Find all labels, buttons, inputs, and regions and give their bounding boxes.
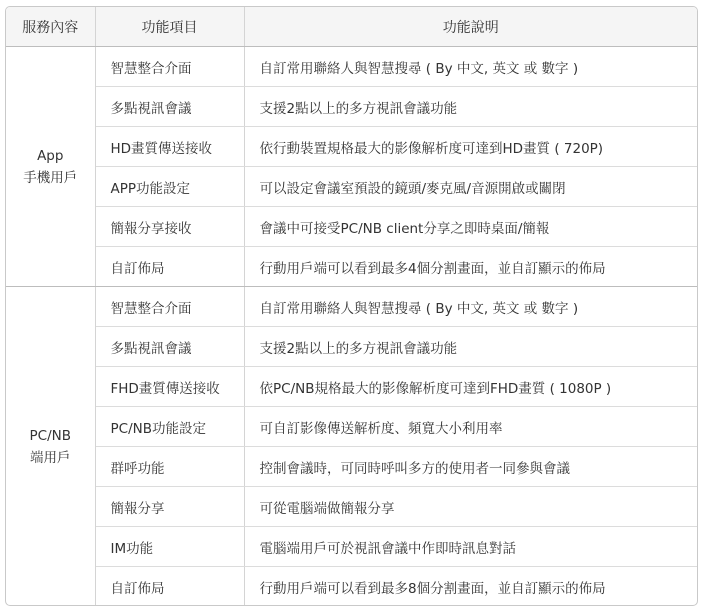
header-service: 服務內容 [6,7,95,47]
feature-item: PC/NB功能設定 [95,407,244,447]
table-row [6,207,697,247]
table-row [6,407,697,447]
feature-table [6,7,697,606]
feature-desc: 可自訂影像傳送解析度、頻寬大小利用率 [244,407,697,447]
feature-item: 智慧整合介面 [95,47,244,87]
feature-desc: 行動用戶端可以看到最多8個分割畫面，並自訂顯示的佈局 [259,580,606,597]
feature-item: HD畫質傳送接收 [95,127,244,167]
feature-item: APP功能設定 [95,167,244,207]
table-row [6,567,697,607]
table-row [6,487,697,527]
feature-desc: 自訂常用聯絡人與智慧搜尋 ( By 中文, 英文 或 數字 ) [244,47,697,87]
feature-item: 群呼功能 [95,447,244,487]
table-row [6,87,697,127]
feature-item: 多點視訊會議 [95,327,244,367]
feature-desc: 行動用戶端可以看到最多4個分割畫面，並自訂顯示的佈局 [244,247,697,287]
feature-item: IM功能 [95,527,244,567]
table-row [6,127,697,167]
table-row [6,327,697,367]
feature-desc: 支援2點以上的多方視訊會議功能 [244,327,697,367]
table-row [6,47,697,87]
feature-item: 自訂佈局 [95,247,244,287]
feature-desc: 可以設定會議室預設的鏡頭/麥克風/音源開啟或關閉 [244,167,697,207]
table-row [6,367,697,407]
feature-item: 多點視訊會議 [95,87,244,127]
table-row [6,447,697,487]
header-row [6,7,697,47]
feature-desc: 會議中可接受PC/NB client分享之即時桌面/簡報 [244,207,697,247]
table-row [6,167,697,207]
group-name-line1: PC/NB [29,427,71,444]
feature-item: 自訂佈局 [95,567,244,607]
feature-desc: 依PC/NB規格最大的影像解析度可達到FHD畫質 ( 1080P ) [244,367,697,407]
feature-item: FHD畫質傳送接收 [95,367,244,407]
group-pcnb-label [6,287,95,607]
table-row [6,247,697,287]
group-name-line2: 手機用戶 [23,169,78,186]
header-desc: 功能說明 [244,7,697,47]
feature-table-container [5,6,698,606]
table-row [6,527,697,567]
feature-item: 智慧整合介面 [95,287,244,327]
header-item: 功能項目 [95,7,244,47]
feature-desc: 控制會議時，可同時呼叫多方的使用者一同參與會議 [244,447,697,487]
feature-desc: 自訂常用聯絡人與智慧搜尋 ( By 中文, 英文 或 數字 ) [244,287,697,327]
feature-desc: 依行動裝置規格最大的影像解析度可達到HD畫質 ( 720P) [244,127,697,167]
group-app-label [6,47,95,287]
feature-desc: 支援2點以上的多方視訊會議功能 [244,87,697,127]
group-name-line1: App [37,147,64,164]
feature-desc: 電腦端用戶可於視訊會議中作即時訊息對話 [244,527,697,567]
feature-desc: 可從電腦端做簡報分享 [244,487,697,527]
feature-item: 簡報分享 [95,487,244,527]
group-name-line2: 端用戶 [30,449,71,466]
feature-item: 簡報分享接收 [95,207,244,247]
table-row [6,287,697,327]
